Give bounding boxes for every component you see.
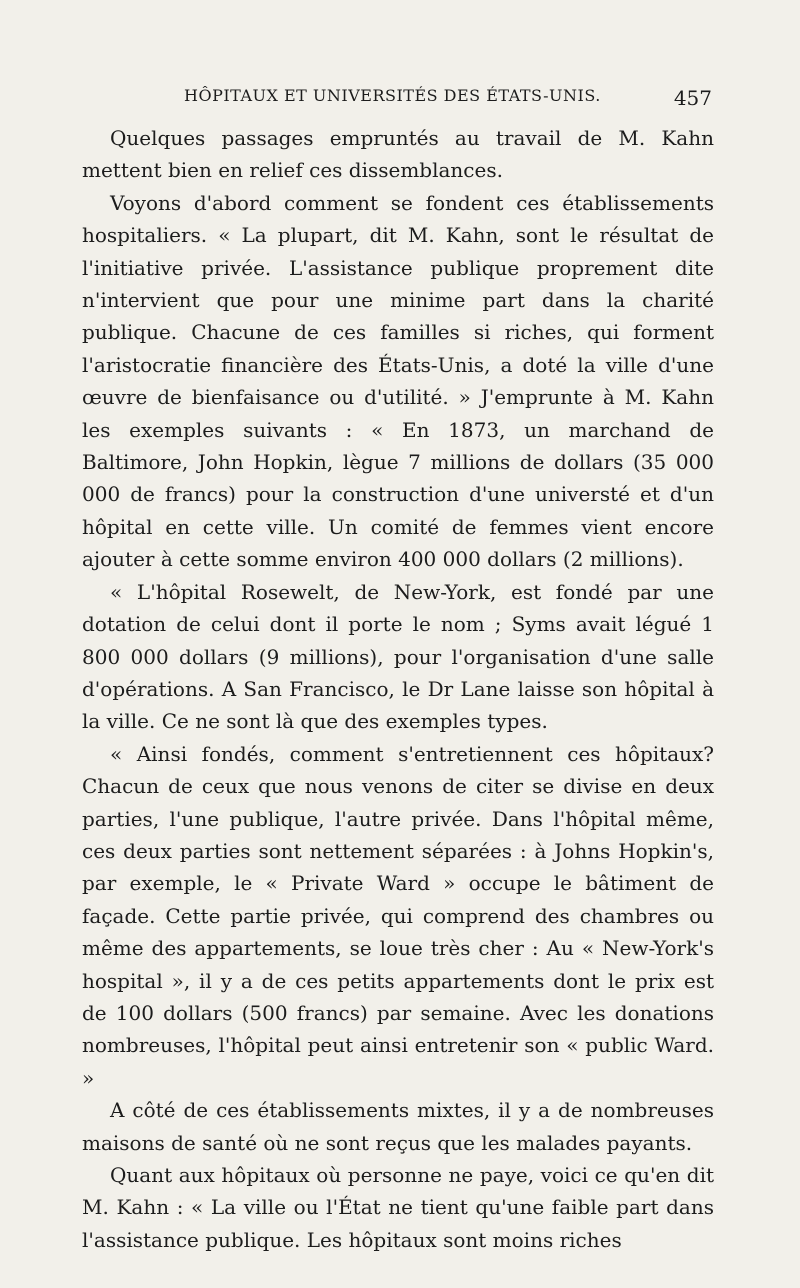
paragraph-2: Voyons d'abord comment se fondent ces établissements hospitaliers. « La plupart, dit M. Kahn, sont le résultat de l'initiative privée. L'assistance publique proprement dite n'intervient que pour une minime part dans la charité publique. Chacune de ces familles si riches, qui forment l'aristocratie financière des États-Unis, a doté la ville d'une œuvre de bienfaisance ou d'utilité. » J'emprunte à M. Kahn les exemples suivants : « En 1873, un marchand de Baltimore, John Hopkin, lègue 7 millions de dollars (35 000 000 de francs) pour la construction d'une universté et d'un hôpital en cette ville. Un comité de femmes vient encore ajouter à cette somme environ 400 000 dollars (2 millions).: [82, 190, 714, 572]
running-head-title: HÔPITAUX ET UNIVERSITÉS DES ÉTATS-UNIS.: [184, 86, 601, 105]
paragraph-5: A côté de ces établissements mixtes, il y a de nombreuses maisons de santé où ne sont reçus que les malades payants.: [82, 1098, 714, 1155]
paragraph-1: Quelques passages empruntés au travail de M. Kahn mettent bien en relief ces dissemblances.: [82, 126, 714, 183]
body-text: [82, 122, 714, 1256]
page-number: 457: [673, 86, 712, 110]
paragraph-6: Quant aux hôpitaux où personne ne paye, voici ce qu'en dit M. Kahn : « La ville ou l'État ne tient qu'une faible part dans l'assistance publique. Les hôpitaux sont moins riches: [82, 1163, 714, 1252]
paragraph-3: « L'hôpital Rosewelt, de New-York, est fondé par une dotation de celui dont il porte le nom ; Syms avait légué 1 800 000 dollars (9 millions), pour l'organisation d'une salle d'opérations. A San Francisco, le Dr Lane laisse son hôpital à la ville. Ce ne sont là que des exemples types.: [82, 579, 714, 734]
running-head: [0, 86, 800, 114]
paragraph-4: « Ainsi fondés, comment s'entretiennent ces hôpitaux? Chacun de ceux que nous venons de citer se divise en deux parties, l'une publique, l'autre privée. Dans l'hôpital même, ces deux parties sont nettement séparées : à Johns Hopkin's, par exemple, le « Private Ward » occupe le bâtiment de façade. Cette partie privée, qui comprend des chambres ou même des appartements, se loue très cher : Au « New-York's hospital », il y a de ces petits appartements dont le prix est de 100 dollars (500 francs) par semaine. Avec les donations nombreuses, l'hôpital peut ainsi entretenir son « public Ward. »: [82, 741, 714, 1090]
